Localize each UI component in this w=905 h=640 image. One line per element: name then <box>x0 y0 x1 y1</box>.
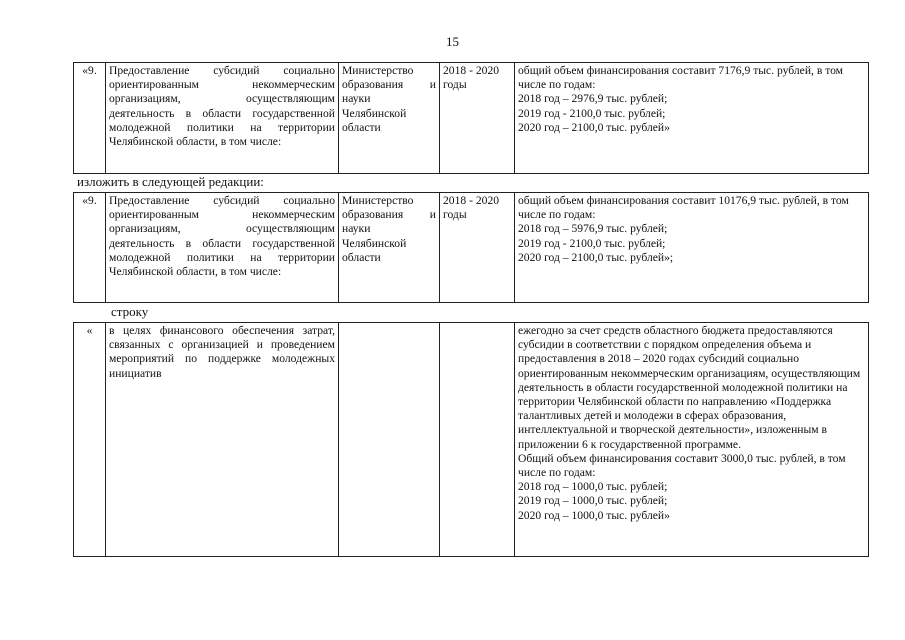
executor <box>339 323 440 557</box>
funding-line: общий объем финансирования составит 7176,9 тыс. рублей, в том числе по годам: <box>518 64 844 92</box>
funding <box>515 323 869 557</box>
funding-line: общий объем финансирования составит 10176,9 тыс. рублей, в том числе по годам: <box>518 194 849 222</box>
period <box>440 323 515 557</box>
funding-line: 2020 год – 2100,0 тыс. рублей» <box>518 120 670 134</box>
row-number: «9. <box>74 193 106 303</box>
table-row <box>74 193 869 303</box>
table-original-row <box>73 62 869 174</box>
executor: Министерство образования и науки Челябинской области <box>339 193 440 303</box>
funding-line: 2020 год – 2100,0 тыс. рублей»; <box>518 250 674 264</box>
funding-line: 2018 год – 2976,9 тыс. рублей; <box>518 92 668 106</box>
measure-name: Предоставление субсидий социально ориентированным некоммерческим организациям, осуществляющим деятельность в области государственной молодежной политики на территории Челябинской области, в том числе: <box>106 193 339 303</box>
table-row <box>74 323 869 557</box>
page-number: 15 <box>446 34 459 49</box>
funding-line: 2019 год - 2100,0 тыс. рублей; <box>518 106 666 120</box>
funding-line: 2019 год – 1000,0 тыс. рублей; <box>518 494 668 508</box>
period: 2018 - 2020 годы <box>440 63 515 174</box>
funding-line: Общий объем финансирования составит 3000,0 тыс. рублей, в том числе по годам: <box>518 451 846 480</box>
funding-line: 2018 год – 5976,9 тыс. рублей; <box>518 222 668 236</box>
table-new-row <box>73 192 869 303</box>
caption-line: строку <box>111 304 149 319</box>
table-row <box>74 63 869 174</box>
funding-line: 2020 год – 1000,0 тыс. рублей» <box>518 508 670 522</box>
measure-name: в целях финансового обеспечения затрат, связанных с организацией и проведением мероприятий по поддержке молодежных инициатив <box>106 323 339 557</box>
row-number: « <box>74 323 106 557</box>
measure-name: Предоставление субсидий социально ориентированным некоммерческим организациям, осуществляющим деятельность в области государственной молодежной политики на территории Челябинской области, в том числе: <box>106 63 339 174</box>
row-number: «9. <box>74 63 106 174</box>
funding-line: ежегодно за счет средств областного бюджета предоставляются субсидии в соответствии с порядком определения объема и предоставления в 2018 – 2020 годах субсидий социально ориентированным некоммерческим организациям, осуществляющим деятельность в области государственной молодежной политики на территории Челябинской области по направлению «Поддержка талантливых детей и молодежи в сферах образования, интеллектуальной и творческой деятельности», изложенным в приложении 6 к государственной программе. <box>518 324 861 451</box>
funding-line: 2018 год – 1000,0 тыс. рублей; <box>518 480 668 494</box>
funding-line: 2019 год - 2100,0 тыс. рублей; <box>518 236 666 250</box>
executor: Министерство образования и науки Челябинской области <box>339 63 440 174</box>
table-line-row <box>73 322 869 557</box>
funding <box>515 193 869 303</box>
caption-new-edition: изложить в следующей редакции: <box>77 174 264 189</box>
period: 2018 - 2020 годы <box>440 193 515 303</box>
funding <box>515 63 869 174</box>
